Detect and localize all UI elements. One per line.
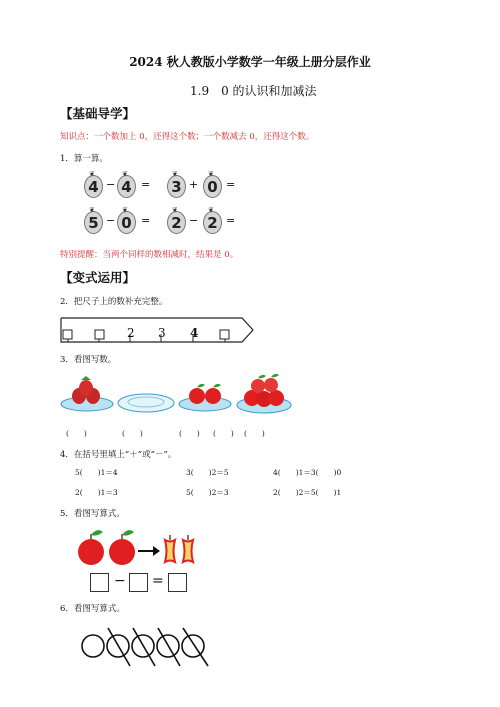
answer-blank[interactable]: ( ): [244, 429, 265, 438]
answer-box[interactable]: [129, 573, 148, 592]
answer-blank[interactable]: ( ): [66, 429, 87, 438]
equals-sign: =: [152, 573, 164, 589]
number-bubble: ❦ 2: [167, 211, 186, 234]
question-5-label: 5．看图写算式。: [60, 509, 125, 519]
fill-equation[interactable]: 5( )2＝3: [186, 488, 229, 497]
fill-equation[interactable]: 5( )1＝4: [75, 468, 118, 477]
answer-blank[interactable]: ( ): [213, 429, 234, 438]
plate-strawberries: [61, 376, 113, 411]
leaf-icon: ❦: [172, 170, 178, 178]
leaf-icon: ❦: [208, 206, 214, 214]
knowledge-point: 知识点：一个数加上 0，还得这个数；一个数减去 0，还得这个数。: [60, 132, 315, 142]
plates-figure: [55, 370, 295, 418]
leaf-icon: ❦: [172, 206, 178, 214]
number-bubble: ❦ 4: [117, 175, 136, 198]
number-bubble: ❦ 5: [84, 211, 103, 234]
question-2-label: 2．把尺子上的数补充完整。: [60, 297, 168, 307]
cross-line: [133, 628, 155, 666]
apple-icon: [78, 530, 104, 565]
ruler-label: 4: [190, 326, 199, 340]
plate-empty: [118, 394, 174, 412]
minus-sign: −: [106, 214, 116, 227]
number-bubble: ❦ 0: [203, 175, 222, 198]
section-variation-heading: 【变式运用】: [60, 270, 136, 285]
section-basic-heading: 【基础导学】: [60, 106, 136, 121]
leaf-icon: ❦: [89, 170, 95, 178]
equals-sign: =: [226, 178, 236, 191]
apples-eaten-figure: [75, 526, 205, 568]
plate-two-apples: [179, 384, 231, 411]
minus-sign: −: [106, 178, 116, 191]
fill-equation[interactable]: 2( )2＝5( )1: [273, 488, 342, 497]
equals-sign: =: [141, 178, 151, 191]
apple-core-icon: [183, 535, 193, 562]
fill-equation[interactable]: 2( )1＝3: [75, 488, 118, 497]
lesson-subtitle: 1.9 0 的认识和加减法: [190, 84, 317, 98]
question-1-label: 1．算一算。: [60, 154, 108, 164]
special-tip: 特别提醒：当两个同样的数相减时，结果是 0。: [60, 250, 239, 260]
arrow-right-icon: [138, 546, 160, 556]
minus-sign: −: [189, 214, 199, 227]
answer-box[interactable]: [168, 573, 187, 592]
crossed-circles-figure: [78, 622, 218, 670]
answer-blank[interactable]: ( ): [179, 429, 200, 438]
leaf-icon: ❦: [89, 206, 95, 214]
question-3-label: 3．看图写数。: [60, 355, 117, 365]
cross-line: [158, 628, 180, 666]
document-title: 2024 秋人教版小学数学一年级上册分层作业: [129, 55, 371, 69]
question-4-label: 4．在括号里填上“＋”或“－”。: [60, 450, 177, 460]
apple-icon: [109, 530, 135, 565]
minus-sign: −: [114, 573, 126, 589]
circle-shape: [82, 635, 104, 657]
cross-line: [108, 628, 130, 666]
equals-sign: =: [226, 214, 236, 227]
answer-blank[interactable]: ( ): [122, 429, 143, 438]
apple-core-icon: [165, 535, 175, 562]
leaf-icon: ❦: [122, 170, 128, 178]
number-bubble: ❦ 3: [167, 175, 186, 198]
number-bubble: ❦ 4: [84, 175, 103, 198]
leaf-icon: ❦: [122, 206, 128, 214]
ruler-label: 2: [127, 326, 135, 340]
leaf-icon: ❦: [208, 170, 214, 178]
fill-equation[interactable]: 4( )1＝3( )0: [273, 468, 342, 477]
fill-equation[interactable]: 3( )2＝5: [186, 468, 229, 477]
plate-many-apples: [237, 374, 291, 413]
equals-sign: =: [141, 214, 151, 227]
ruler-label: 3: [158, 326, 166, 340]
question-6-label: 6．看图写算式。: [60, 604, 125, 614]
number-bubble: ❦ 2: [203, 211, 222, 234]
answer-box[interactable]: [90, 573, 109, 592]
number-bubble: ❦ 0: [117, 211, 136, 234]
plus-sign: +: [189, 178, 199, 191]
